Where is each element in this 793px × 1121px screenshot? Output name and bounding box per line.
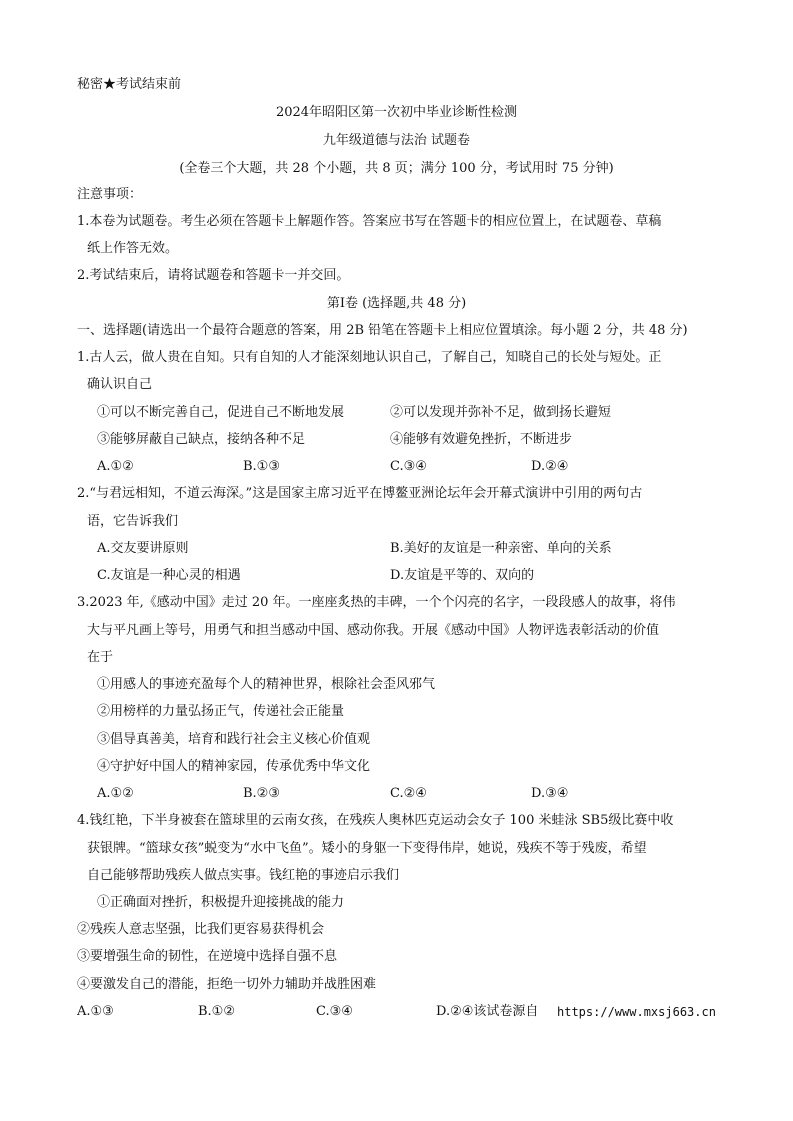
option-a: A.①② bbox=[97, 786, 134, 801]
option-a: A.①③ bbox=[77, 1004, 114, 1019]
statement-3: ③能够屏蔽自己缺点，接纳各种不足 bbox=[97, 432, 306, 447]
question-stem-cont: 语，它告诉我们 bbox=[87, 514, 179, 529]
option-b: B.②③ bbox=[243, 786, 280, 801]
option-d: D.③④ bbox=[531, 786, 569, 801]
question-stem: 2.“与君远相知，不道云海深。”这是国家主席习近平在博鳌亚洲论坛年会开幕式演讲中引用的两句古 bbox=[77, 486, 643, 501]
statement-1: ①可以不断完善自己，促进自己不断地发展 bbox=[97, 405, 345, 420]
statement-4: ④要激发自己的潜能，拒绝一切外力辅助并战胜困难 bbox=[77, 977, 377, 992]
statement-2: ②用榜样的力量弘扬正气，传递社会正能量 bbox=[97, 704, 345, 719]
option-a: A.交友要讲原则 bbox=[97, 541, 189, 556]
option-d: D.②④ bbox=[531, 459, 569, 474]
statement-1: ①用感人的事迹充盈每个人的精神世界，根除社会歪风邪气 bbox=[97, 677, 436, 692]
statement-2: ②残疾人意志坚强，比我们更容易获得机会 bbox=[77, 922, 325, 937]
question-stem: 4.钱红艳，下半身被套在篮球里的云南女孩，在残疾人奥林匹克运动会女子 100 米蛙泳 SB5级比赛中收 bbox=[77, 813, 674, 828]
option-b: B.美好的友谊是一种亲密、单向的关系 bbox=[390, 541, 612, 556]
statement-1: ①正确面对挫折，积极提升迎接挑战的能力 bbox=[97, 895, 345, 910]
option-c: C.③④ bbox=[390, 459, 427, 474]
question-stem-cont: 获银牌。“篮球女孩”蜕变为“水中飞鱼”。矮小的身躯一下变得伟岸，她说，残疾不等于残废，希望 bbox=[87, 841, 647, 856]
option-c: C.友谊是一种心灵的相遇 bbox=[97, 568, 241, 583]
exam-subtitle: 九年级道德与法治 试题卷 bbox=[322, 133, 471, 148]
notice-item-2: 2.考试结束后，请将试题卷和答题卡一并交回。 bbox=[77, 268, 350, 283]
notice-item-1: 1.本卷为试题卷。考生必须在答题卡上解题作答。答案应书写在答题卡的相应位置上，在试题卷、草稿 bbox=[77, 214, 662, 229]
option-a: A.①② bbox=[97, 459, 134, 474]
notice-item-1-cont: 纸上作答无效。 bbox=[87, 241, 179, 256]
exam-title: 2024年昭阳区第一次初中毕业诊断性检测 bbox=[275, 105, 518, 120]
statement-4: ④守护好中国人的精神家园，传承优秀中华文化 bbox=[97, 759, 371, 774]
part-title: 第Ⅰ卷 (选择题,共 48 分) bbox=[326, 296, 467, 311]
notice-heading: 注意事项： bbox=[77, 187, 143, 202]
statement-3: ③倡导真善美，培育和践行社会主义核心价值观 bbox=[97, 732, 371, 747]
question-stem-cont: 确认识自己 bbox=[87, 377, 153, 392]
option-b: B.①② bbox=[198, 1004, 235, 1019]
statement-3: ③要增强生命的韧性，在逆境中选择自强不息 bbox=[77, 949, 338, 964]
option-c: C.②④ bbox=[390, 786, 427, 801]
option-b: B.①③ bbox=[243, 459, 280, 474]
question-stem-cont: 大与平凡画上等号，用勇气和担当感动中国、感动你我。开展《感动中国》人物评选表彰活动的价值 bbox=[87, 623, 660, 638]
statement-4: ④能够有效避免挫折，不断进步 bbox=[390, 432, 573, 447]
section-heading: 一、选择题(请选出一个最符合题意的答案，用 2B 铅笔在答题卡上相应位置填涂。每小题 2 分，共 48 分) bbox=[77, 323, 688, 338]
statement-2: ②可以发现并弥补不足，做到扬长避短 bbox=[390, 405, 612, 420]
source-url-link[interactable]: https://www.mxsj663.cn bbox=[557, 1005, 716, 1019]
option-d: D.②④该试卷源自 bbox=[436, 1004, 539, 1019]
question-stem-cont: 在于 bbox=[87, 650, 114, 665]
question-stem-cont: 自己能够帮助残疾人做点实事。钱红艳的事迹启示我们 bbox=[87, 868, 400, 883]
option-d: D.友谊是平等的、双向的 bbox=[390, 568, 535, 583]
exam-info: (全卷三个大题，共 28 个小题，共 8 页；满分 100 分，考试用时 75 分钟) bbox=[179, 161, 614, 176]
question-stem: 3.2023 年,《感动中国》走过 20 年。一座座炙热的丰碑，一个个闪亮的名字，一段段感人的故事，将伟 bbox=[77, 595, 676, 610]
question-stem: 1.古人云，做人贵在自知。只有自知的人才能深刻地认识自己，了解自己，知晓自己的长处与短处。正 bbox=[77, 350, 662, 365]
option-c: C.③④ bbox=[316, 1004, 353, 1019]
confidential-label: 秘密★考试结束前 bbox=[77, 77, 182, 92]
